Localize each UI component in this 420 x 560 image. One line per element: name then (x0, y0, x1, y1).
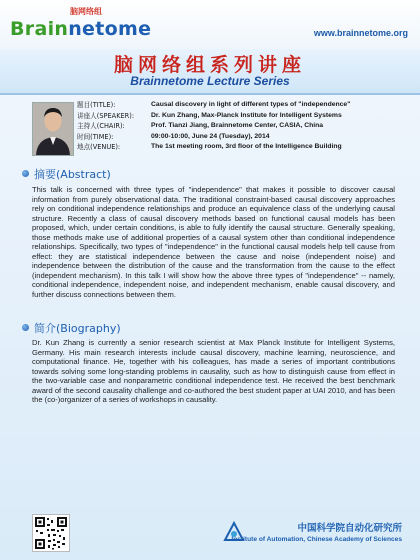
info-label: 时间(TIME): (77, 132, 114, 141)
info-row-title (77, 100, 417, 111)
institute-block (231, 520, 402, 543)
bullet-icon (22, 324, 29, 331)
speaker-photo-image (33, 103, 73, 155)
website-url[interactable]: www.brainnetome.org (313, 28, 408, 38)
speaker-photo (32, 102, 74, 156)
info-label: 讲座人(SPEAKER): (77, 111, 135, 120)
logo-netome: netome (68, 18, 152, 40)
qr-code-icon (32, 514, 70, 552)
abstract-heading (22, 166, 111, 182)
biography-heading-text: 简介(Biography) (34, 322, 121, 335)
info-value: Causal discovery in light of different types of "independence" (151, 101, 351, 108)
info-label: 地点(VENUE): (77, 143, 121, 152)
info-label: 主持人(CHAIR): (77, 122, 125, 131)
biography-text: Dr. Kun Zhang is currently a senior research scientist at Max Planck Institute for Intelligent Systems, Germany. His main research interests include causal discovery, machine learning, neuroscience, and computational finance. He, together with his colleagues, has made a series of important contributions towards solving some long-standing problems in causality, such as how to distinguish cause from effect in the two-variable case and nonparametric conditional independence test. He received the best benchmark award of the second causality challenge and co-authored the best student paper at UAI 2010, and has been the (co-)organizer of a series of workshops in causality. (32, 338, 395, 404)
info-row-speaker (77, 111, 417, 122)
brainnetome-logo (10, 18, 151, 40)
abstract-heading-text: 摘要(Abstract) (34, 168, 111, 181)
title-divider (0, 93, 420, 95)
info-row-venue (77, 142, 417, 153)
info-value: Prof. Tianzi Jiang, Brainnetome Center, CASIA, China (151, 122, 324, 130)
info-label: 题目(TITLE): (77, 101, 116, 109)
logo-cn-text: 脑网络组 (70, 7, 102, 16)
institute-name-cn: 中国科学院自动化研究所 (297, 523, 402, 534)
bullet-icon (22, 170, 29, 177)
biography-heading (22, 320, 121, 336)
abstract-text: This talk is concerned with three types of "independence" that makes it possible to discover causal information from purely observational data. The traditional constraint-based causal discovery approaches rely on conditional independence relationships and produce an equivalence class of the underlying causal structure. Recently a class of causal discovery methods based on functional causal models has been proposed, which, under certain conditions, is able to fully identify the causal structure. Generally speaking, those methods make use of additional properties of a causal system other than conditional independence relationships. Specifically, two types of "independence" in the functional causal models help tell cause from effect: they are statistical independence between the cause and noise (independent noise) and independence between the distribution of the cause and the transformation from the cause to the effect (independent mechanism). In this talk I will show how the above three types of "independence" -- namely, conditional independence, independent noise, and independent mechanism, enable causal discovery, and further discuss connections between them. (32, 185, 395, 299)
logo-brain: Brain (10, 18, 69, 40)
info-value: The 1st meeting room, 3rd floor of the Intelligence Building (151, 143, 342, 151)
info-value: 09:00-10:00, June 24 (Tuesday), 2014 (151, 132, 270, 140)
title-english: Brainnetome Lecture Series (130, 74, 290, 88)
info-row-chair (77, 121, 417, 132)
qr-code-graphic (33, 515, 69, 551)
lecture-info (77, 100, 417, 153)
title-chinese: 脑网络组系列讲座 (113, 54, 306, 76)
institute-name-en: Institute of Automation, Chinese Academy of Sciences (231, 536, 402, 543)
info-value: Dr. Kun Zhang, Max-Planck Institute for Intelligent Systems (151, 111, 342, 119)
info-row-time (77, 132, 417, 143)
